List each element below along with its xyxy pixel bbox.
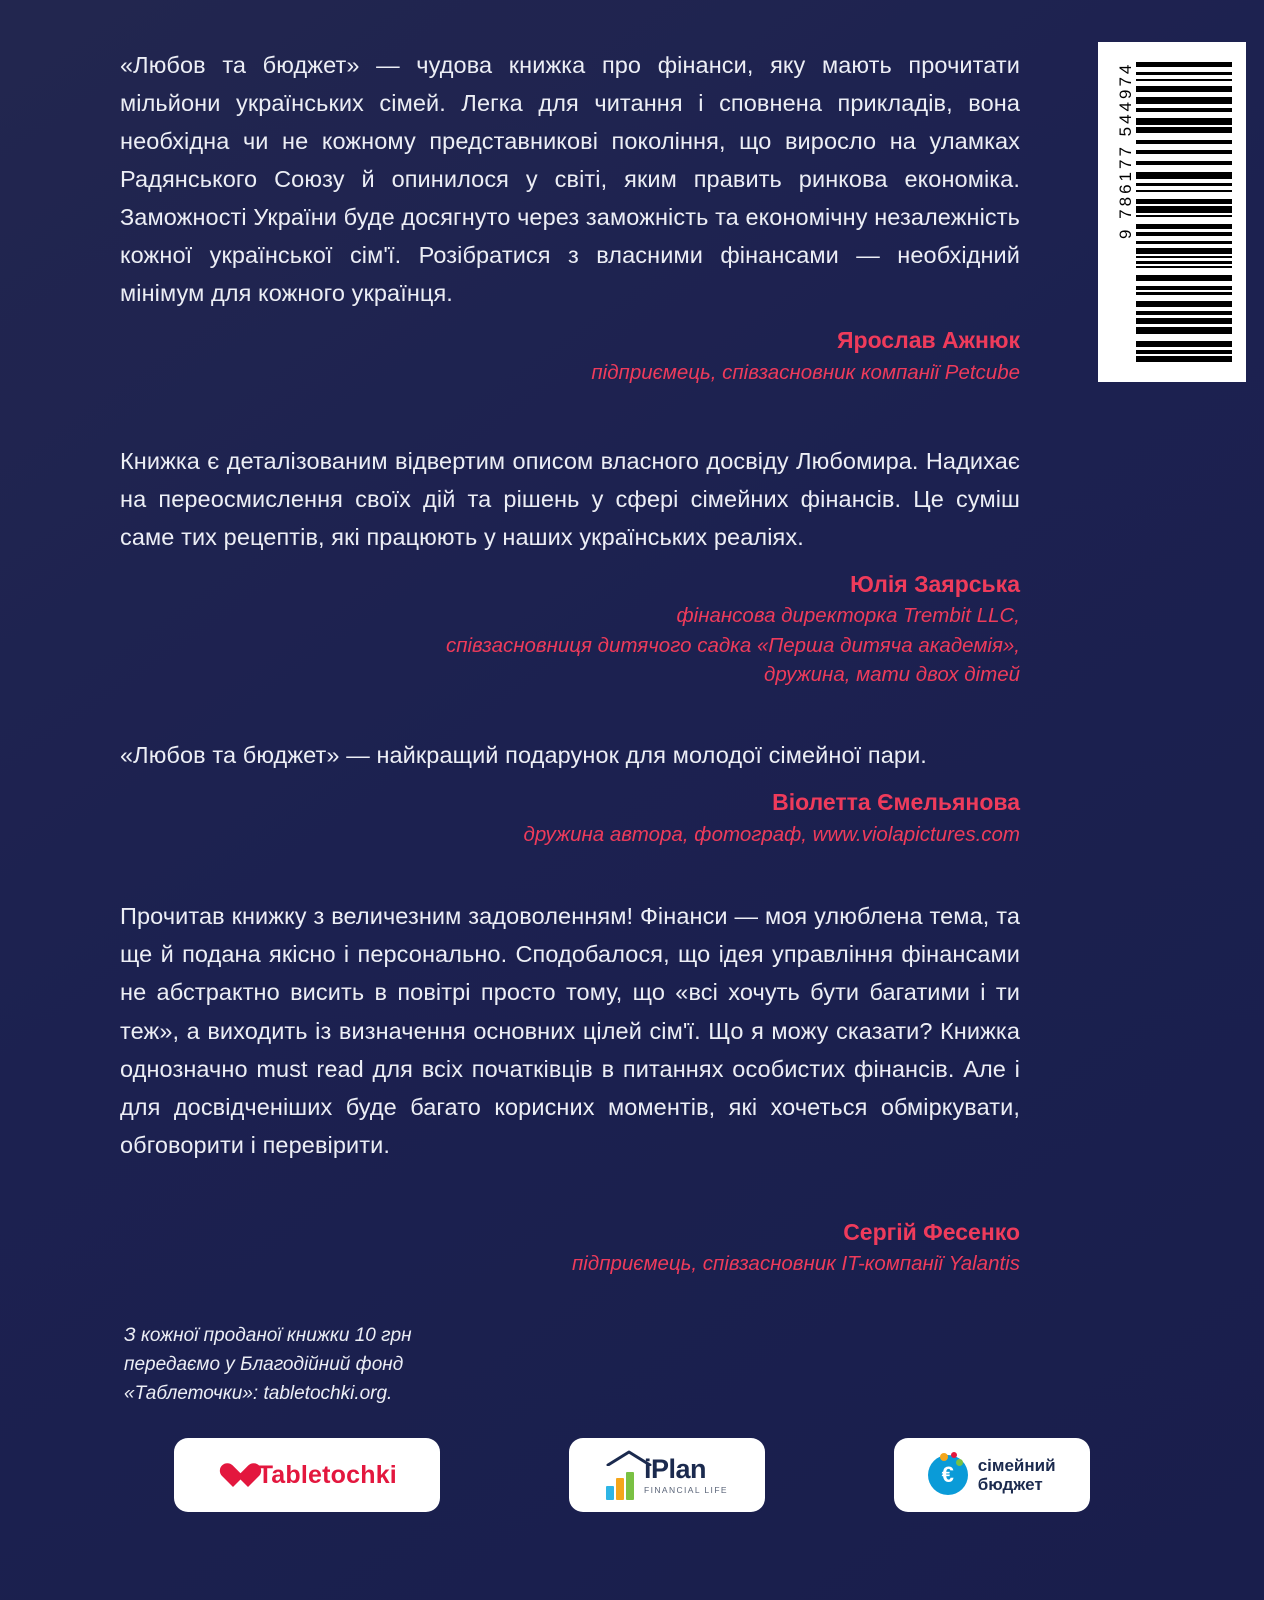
dot-orange-icon [940, 1453, 948, 1461]
dot-red-icon [951, 1452, 957, 1458]
logo-iplan [569, 1438, 765, 1512]
dot-green-icon [956, 1459, 963, 1466]
blurb-role: дружина автора, фотограф, www.violapictures.com [523, 822, 1020, 846]
bar-chart-house-icon [606, 1450, 634, 1500]
charity-note [124, 1322, 644, 1409]
logo-tabletochki [174, 1438, 440, 1512]
logo-iplan-name: iPlan [643, 1453, 707, 1484]
charity-line: З кожної проданої книжки 10 грн [124, 1325, 412, 1346]
blurb-text: «Любов та бюджет» — найкращий подарунок для молодої сімейної пари. [120, 742, 927, 769]
blurb-attribution [120, 786, 1020, 849]
blurb-text: Прочитав книжку з величезним задоволенням! Фінанси — моя улюблена тема, та ще й подана якісно і персонально. Сподобалося, що ідея управління фінансами не абстрактно висить в повітрі просто тому, що «всі хочуть бути багатими і ти теж», а виходить із визначення основних цілей сім'ї. Що я можу сказати? Книжка однозначно must read для всіх початківців в питаннях особистих фінансів. Але і для досвідченіших буде багато корисних моментів, які хочеться обміркувати, обговорити і перевірити. [120, 903, 1020, 1158]
blurb-text: «Любов та бюджет» — чудова книжка про фінанси, яку мають прочитати мільйони українських сімей. Легка для читання і сповнена прикладів, вона необхідна чи не кожному представникові покоління, що виросло на уламках Радянського Союзу й опинилося у світі, яким править ринкова економіка. Заможності України буде досягнуто через заможність та економічну незалежність кожної української сім'ї. Розібратися з власними фінансами — необхідний мінімум для кожного українця. [120, 52, 1020, 307]
blurb-item [120, 897, 1020, 1279]
blurb-item [120, 442, 1020, 691]
logo-simeyny-line1: сімейний [977, 1455, 1056, 1475]
logo-simeyny-text [978, 1456, 1056, 1494]
isbn-barcode [1098, 42, 1246, 382]
euro-symbol: € [941, 1462, 954, 1487]
blurb-attribution [120, 324, 1020, 387]
blurb-item [120, 736, 1020, 849]
logo-simeyny-budzhet [894, 1438, 1090, 1512]
logo-iplan-tagline: FINANCIAL LIFE [643, 1484, 728, 1495]
logo-tabletochki-label: Tabletochki [257, 1460, 397, 1489]
blurb-role: підприємець, співзасновник IT-компанії Yalantis [572, 1252, 1020, 1276]
euro-circle-icon [928, 1455, 968, 1495]
blurb-attribution [120, 568, 1020, 691]
bar-orange [616, 1478, 624, 1500]
blurb-text: Книжка є деталізованим відвертим описом власного досвіду Любомира. Надихає на переосмислення своїх дій та рішень у сфері сімейних фінансів. Це суміш саме тих рецептів, які працюють у наших українських реаліях. [120, 447, 1020, 550]
blurb-list [120, 46, 1020, 1279]
house-roof-icon [606, 1450, 652, 1466]
blurb-role: співзасновниця дитячого садка «Перша дитяча академія», [445, 633, 1020, 657]
blurb-role: дружина, мати двох дітей [764, 663, 1020, 687]
blurb-author: Віолетта Ємельянова [772, 789, 1020, 816]
logo-simeyny-line2: бюджет [977, 1475, 1043, 1494]
heart-icon [218, 1460, 248, 1490]
blurb-attribution [120, 1216, 1020, 1279]
blurb-role: підприємець, співзасновник компанії Petcube [591, 360, 1020, 384]
blurb-author: Ярослав Ажнюк [836, 327, 1020, 354]
blurb-item [120, 46, 1020, 388]
isbn-digits: 9 786177 544974 [1116, 62, 1135, 240]
logo-iplan-text [643, 1453, 728, 1495]
partner-logos [0, 1438, 1264, 1512]
blurb-author: Юлія Заярська [850, 570, 1020, 597]
charity-line: «Таблеточки»: tabletochki.org. [124, 1382, 393, 1404]
barcode-bars [1136, 62, 1232, 362]
bar-blue [606, 1486, 614, 1500]
bar-green [626, 1472, 634, 1500]
charity-line: передаємо у Благодійний фонд [124, 1353, 404, 1375]
blurb-role: фінансова директорка Trembit LLC, [676, 604, 1020, 628]
blurb-author: Сергій Фесенко [843, 1218, 1020, 1245]
